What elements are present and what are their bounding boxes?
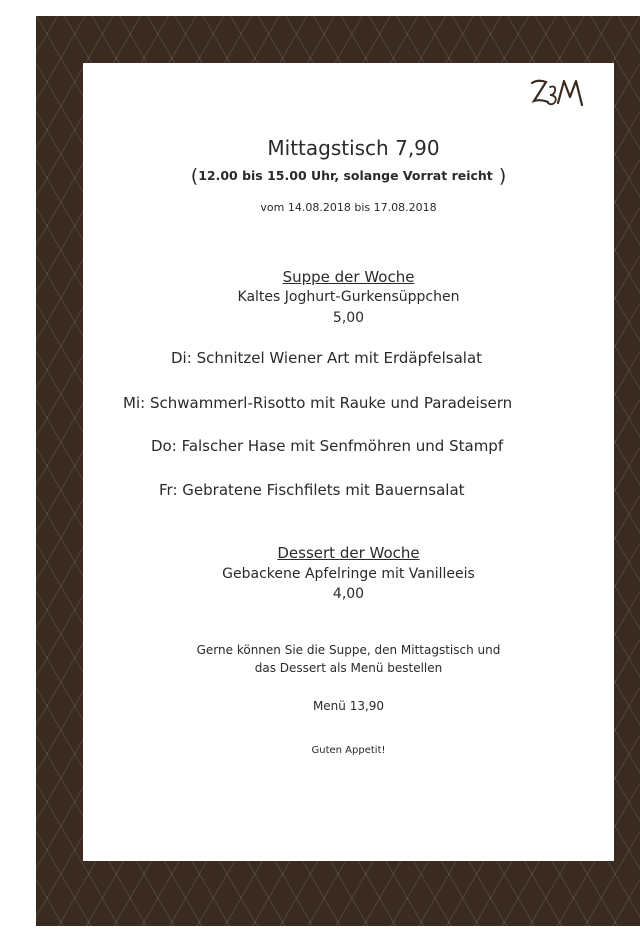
date-range: vom 14.08.2018 bis 17.08.2018 — [260, 201, 437, 214]
dessert-section-title: Dessert der Woche — [277, 544, 420, 562]
menu-price: Menü 13,90 — [312, 699, 385, 713]
dish-name: Schwammerl-Risotto mit Rauke und Paradeisern — [149, 394, 513, 412]
restaurant-logo — [528, 75, 588, 109]
dessert-item: Gebackene Apfelringe mit Vanilleeis — [222, 566, 475, 582]
daily-dish-wednesday — [123, 394, 512, 412]
menu-note-line2: das Dessert als Menü bestellen — [254, 661, 443, 675]
menu-note-line1: Gerne können Sie die Suppe, den Mittagstisch und — [196, 643, 501, 657]
day-label: Fr: — [159, 481, 178, 499]
dish-name: Falscher Hase mit Senfmöhren und Stampf — [181, 437, 504, 455]
soup-section-title: Suppe der Woche — [282, 268, 415, 286]
daily-dish-friday — [159, 481, 465, 499]
soup-item: Kaltes Joghurt-Gurkensüppchen — [237, 289, 460, 305]
dish-name: Schnitzel Wiener Art mit Erdäpfelsalat — [196, 349, 483, 367]
dessert-price: 4,00 — [332, 586, 365, 602]
soup-price: 5,00 — [332, 310, 365, 326]
opening-hours: (12.00 bis 15.00 Uhr, solange Vorrat reicht ) — [190, 165, 507, 187]
day-label: Di: — [171, 349, 192, 367]
page-title: Mittagstisch 7,90 — [267, 136, 440, 160]
menu-sheet — [83, 63, 614, 861]
day-label: Do: — [151, 437, 177, 455]
day-label: Mi: — [123, 394, 146, 412]
daily-dish-thursday — [151, 437, 503, 455]
daily-dish-tuesday — [171, 349, 482, 367]
dish-name: Gebratene Fischfilets mit Bauernsalat — [182, 481, 465, 499]
greeting: Guten Appetit! — [311, 745, 386, 756]
opening-hours-text: 12.00 bis 15.00 Uhr, solange Vorrat reicht — [198, 168, 493, 183]
